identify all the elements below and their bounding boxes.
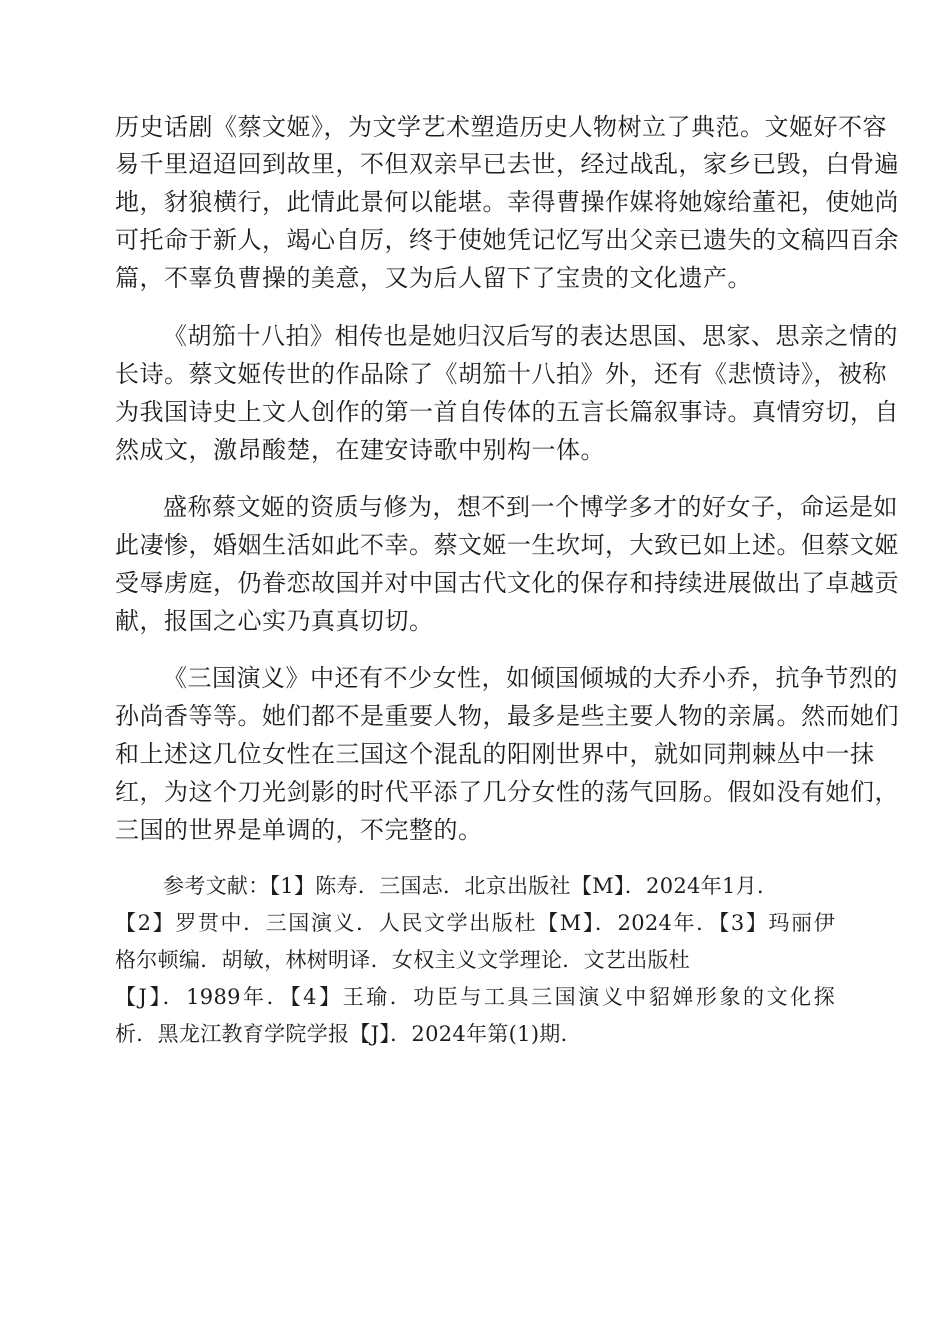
paragraph-line: 受辱虏庭，仍眷恋故国并对中国古代文化的保存和持续进展做出了卓越贡 <box>115 569 899 597</box>
paragraph-line: 盛称蔡文姬的资质与修为，想不到一个博学多才的好女子，命运是如 <box>163 493 898 521</box>
paragraph-line: 篇，不辜负曹操的美意，又为后人留下了宝贵的文化遗产。 <box>115 264 752 292</box>
paragraph-line: 历史话剧《蔡文姬》，为文学艺术塑造历史人物树立了典范。文姬好不容 <box>115 113 887 141</box>
paragraph-line: 然成文，激昂酸楚，在建安诗歌中别构一体。 <box>115 436 605 464</box>
paragraph-line: 易千里迢迢回到故里，不但双亲早已去世，经过战乱，家乡已毁，白骨遍 <box>115 150 899 178</box>
paragraph-line: 长诗。蔡文姬传世的作品除了《胡笳十八拍》外，还有《悲愤诗》，被称 <box>115 360 887 388</box>
paragraph-line: 地，豺狼横行，此情此景何以能堪。幸得曹操作媒将她嫁给董祀，使她尚 <box>115 188 899 216</box>
reference-line: 【J】．1989年．【4】王瑜．功臣与工具三国演义中貂婵形象的文化探 <box>115 985 835 1009</box>
paragraph-line: 和上述这几位女性在三国这个混乱的阳刚世界中，就如同荆棘丛中一抹 <box>115 740 875 768</box>
paragraph-line: 三国的世界是单调的，不完整的。 <box>115 816 483 844</box>
paragraph-line: 可托命于新人，竭心自厉，终于使她凭记忆写出父亲已遗失的文稿四百余 <box>115 226 899 254</box>
reference-line: 析．黑龙江教育学院学报【J】．2024年第(1)期． <box>115 1022 582 1046</box>
reference-line: 【2】罗贯中．三国演义．人民文学出版杜【M】．2024年．【3】玛丽伊 <box>115 911 835 935</box>
paragraph-line: 《胡笳十八拍》相传也是她归汉后写的表达思国、思家、思亲之情的 <box>163 322 898 350</box>
paragraph-line: 红，为这个刀光剑影的时代平添了几分女性的荡气回肠。假如没有她们， <box>115 778 899 806</box>
reference-line: 格尔顿编．胡敏，林树明译．女权主义文学理论．文艺出版杜 <box>115 948 691 972</box>
reference-line: 参考文献：【1】陈寿．三国志．北京出版社【M】．2024年1月． <box>163 874 779 898</box>
paragraph-line: 《三国演义》中还有不少女性，如倾国倾城的大乔小乔，抗争节烈的 <box>163 664 898 692</box>
paragraph-line: 孙尚香等等。她们都不是重要人物，最多是些主要人物的亲属。然而她们 <box>115 702 899 730</box>
paragraph-line: 献，报国之心实乃真真切切。 <box>115 607 434 635</box>
paragraph-line: 此凄惨，婚姻生活如此不幸。蔡文姬一生坎坷，大致已如上述。但蔡文姬 <box>115 531 899 559</box>
paragraph-line: 为我国诗史上文人创作的第一首自传体的五言长篇叙事诗。真情穷切，自 <box>115 398 899 426</box>
